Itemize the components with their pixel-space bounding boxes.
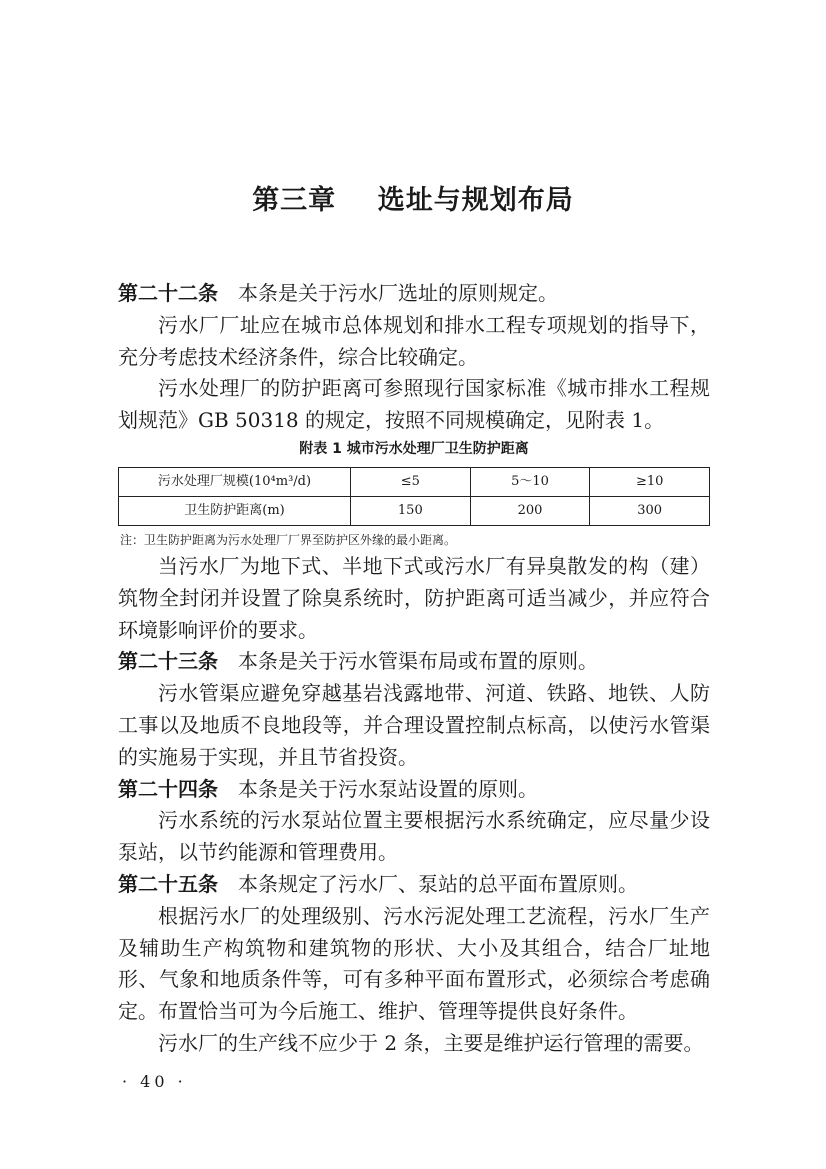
page-content [118,278,710,1060]
table-note: 注：卫生防护距离为污水处理厂厂界至防护区外缘的最小距离。 [120,532,457,547]
article-25-summary: 本条规定了污水厂、泵站的总平面布置原则。 [238,871,638,896]
article-22-paragraph-1: 污水厂厂址应在城市总体规划和排水工程专项规划的指导下，充分考虑技术经济条件，综合比较确定。 [118,312,710,369]
article-24-label: 第二十四条 [118,776,218,801]
chapter-title: 第三章 选址与规划布局 [252,185,574,216]
after-table-paragraph: 当污水厂为地下式、半地下式或污水厂有异臭散发的构（建）筑物全封闭并设置了除臭系统时，防护距离可适当减少，并应符合环境影响评价的要求。 [118,553,710,642]
table-cell: 150 [351,496,471,525]
article-25-paragraph-1: 根据污水厂的处理级别、污水污泥处理工艺流程，污水厂生产及辅助生产构筑物和建筑物的形状、大小及其组合，结合厂址地形、气象和地质条件等，可有多种平面布置形式，必须综合考虑确定。布置恰当可为今后施工、维护、管理等提供良好条件。 [118,903,710,1024]
table-cell: 300 [590,496,710,525]
table-cell: 200 [470,496,590,525]
table-cell: 卫生防护距离(m) [119,496,351,525]
article-22-label: 第二十二条 [118,281,218,305]
article-22-heading-line [118,278,710,310]
table-row-distance [119,496,710,525]
table-row-scale [119,467,710,496]
article-23-heading-line [118,646,710,678]
table-cell: 5～10 [470,467,590,496]
article-25-paragraph-2: 污水厂的生产线不应少于 2 条，主要是维护运行管理的需要。 [158,1030,704,1055]
article-24-summary: 本条是关于污水泵站设置的原则。 [238,776,538,801]
table-caption: 附表 1 城市污水处理厂卫生防护距离 [299,440,529,457]
article-22-paragraph-2: 污水处理厂的防护距离可参照现行国家标准《城市排水工程规划规范》GB 50318 的规定，按照不同规模确定，见附表 1。 [118,376,710,433]
article-22-summary: 本条是关于污水厂选址的原则规定。 [238,281,558,305]
article-24-heading-line [118,774,710,806]
article-23-paragraph-1: 污水管渠应避免穿越基岩浅露地带、河道、铁路、地铁、人防工事以及地质不良地段等，并合理设置控制点标高，以使污水管渠的实施易于实现，并且节省投资。 [118,681,710,769]
article-23-label: 第二十三条 [118,649,218,674]
table-cell: 污水处理厂规模(10⁴m³/d) [119,467,351,496]
table-cell: ≥10 [590,467,710,496]
table-cell: ≤5 [351,467,471,496]
article-25-heading-line [118,869,710,901]
article-24-paragraph-1: 污水系统的污水泵站位置主要根据污水系统确定，应尽量少设泵站，以节约能源和管理费用。 [118,808,710,865]
protection-distance-table [118,467,710,526]
article-23-summary: 本条是关于污水管渠布局或布置的原则。 [238,649,598,674]
article-25-label: 第二十五条 [118,871,218,896]
page-number: · 40 · [122,1072,187,1091]
